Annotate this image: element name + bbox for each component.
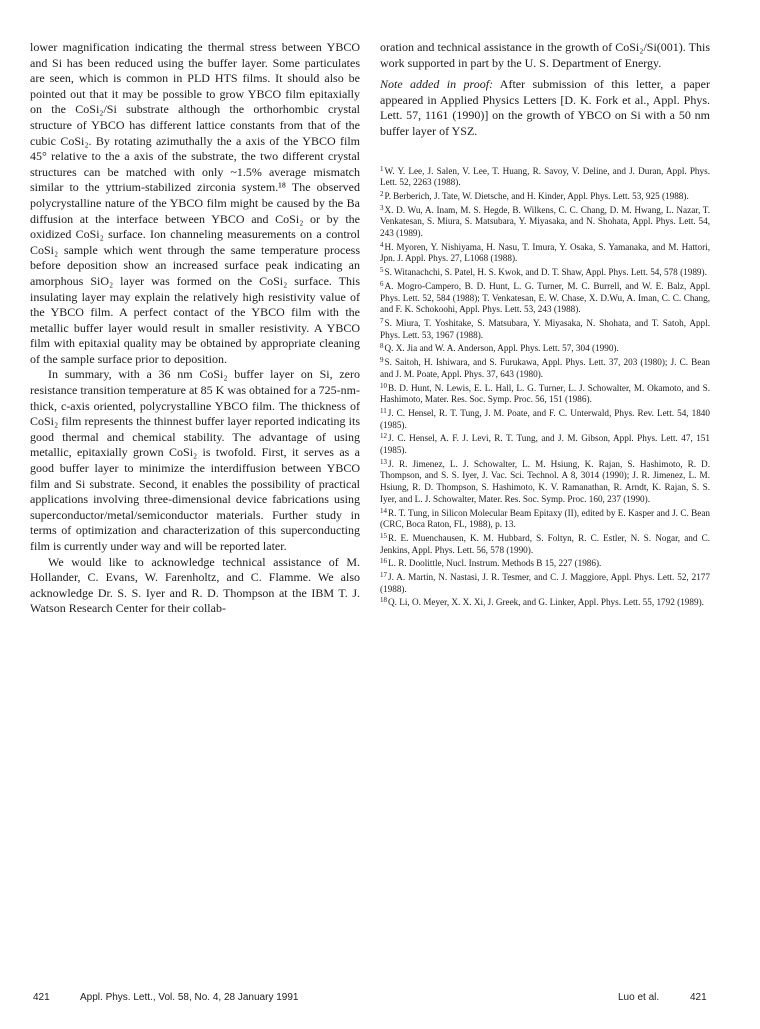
- reference-item: [380, 506, 710, 531]
- reference-item: [380, 164, 710, 189]
- reference-item: [380, 531, 710, 556]
- reference-number: 11: [380, 406, 387, 415]
- reference-text: J. A. Martin, N. Nastasi, J. R. Tesmer, and C. J. Maggiore, Appl. Phys. Lett. 52, 2177 (1988).: [380, 572, 710, 594]
- reference-text: J. C. Hensel, R. T. Tung, J. M. Poate, and F. C. Unterwald, Phys. Rev. Lett. 54, 1840 (1985).: [380, 407, 710, 430]
- reference-text: P. Berberich, J. Tate, W. Dietsche, and H. Kinder, Appl. Phys. Lett. 53, 925 (1988).: [384, 190, 689, 201]
- reference-item: [380, 341, 710, 355]
- page-number-left: 421: [33, 992, 50, 1003]
- reference-item: [380, 570, 710, 595]
- reference-number: 17: [380, 571, 387, 580]
- left-column: [30, 40, 360, 617]
- reference-text: A. Mogro-Campero, B. D. Hunt, L. G. Turner, M. C. Burrell, and W. E. Balz, Appl. Phys. Lett. 52, 584 (1988); T. Venkatesan, E. W. Chase, X. D.Wu, A. Iman, C. C. Chang, and F. K. Schokoohi, Appl. Phys. Lett. 53, 243 (1988).: [380, 280, 710, 315]
- reference-item: [380, 189, 710, 203]
- right-column: [380, 40, 710, 609]
- reference-item: [380, 431, 710, 456]
- reference-number: 13: [380, 457, 387, 466]
- note-text: After submission of this letter, a paper appeared in Applied Physics Letters [D. K. Fork et al., Appl. Phys. Lett. 57, 1161 (1990)] on the growth of YBCO on Si with a 50 nm buffer layer of YSZ.: [380, 77, 710, 138]
- reference-text: J. C. Hensel, A. F. J. Levi, R. T. Tung, and J. M. Gibson, Appl. Phys. Lett. 47, 151 (1985).: [380, 433, 710, 456]
- reference-item: [380, 279, 710, 316]
- body-paragraph-discussion: lower magnification indicating the thermal stress between YBCO and Si has been reduced using the buffer layer. Some particulates are seen, which is common in PLD HTS films. It should also be pointed out that it may be possible to grow YBCO film epitaxially on the CoSi₂/Si substrate although the orthorhombic crystal structure of YBCO has different lattice constants from that of the cubic CoSi₂. By rotating azimuthally the a axis of the YBCO film 45° relative to the a axis of the substrate, the two different crystal structures can be matched with only ~1.5% average mismatch similar to the yttrium-stabilized zirconia system.¹⁸ The observed polycrystalline nature of the YBCO film might be caused by the Ba diffusion at the interface between YBCO and CoSi₂ or by the oxidized CoSi₂ surface. Ion channeling measurements on a control CoSi₂ sample which went through the same temperature process before deposition show an increased surface peak indicating an amorphous SiO₂ layer was formed on the CoSi₂ surface. This insulating layer may explain the relatively high resistivity value of the YBCO film. A perfect contact of the YBCO film with the metallic buffer layer would result in smaller resistivity. A YBCO film with epitaxial quality may be obtained by appropriate cleaning of the sample surface prior to deposition.: [30, 40, 360, 366]
- acknowledgment-paragraph: We would like to acknowledge technical assistance of M. Hollander, C. Evans, W. Farenholtz, and C. Flamme. We also acknowledge Dr. S. S. Iyer and R. D. Thompson at the IBM T. J. Watson Research Center for their collab-: [30, 554, 360, 616]
- note-added-in-proof: [380, 77, 710, 139]
- reference-text: H. Myoren, Y. Nishiyama, H. Nasu, T. Imura, Y. Osaka, S. Yamanaka, and M. Hattori, Jpn. J. Appl. Phys. 27, L1068 (1988).: [380, 241, 710, 264]
- reference-number: 4: [380, 240, 384, 249]
- reference-item: [380, 355, 710, 380]
- running-author: Luo et al.: [618, 992, 660, 1003]
- body-paragraph-summary: In summary, with a 36 nm CoSi₂ buffer layer on Si, zero resistance transition temperature at 85 K was obtained for a 725-nm-thick, c-axis oriented, polycrystalline YBCO film. The thickness of CoSi₂ film represents the thinnest buffer layer reported indicating its good thermal and chemical stability. The advantage of using metallic, epitaxially grown CoSi₂ is twofold. First, it serves as a good buffer layer to minimize the interdiffusion between YBCO film and Si substrate. Second, it enables the possibility of practical applications involving three-dimensional device fabrications using superconductor/metal/semiconductor materials. Further study in terms of optimization and characterization of this superconducting film is currently under way and will be reported later.: [30, 367, 360, 553]
- reference-text: S. Witanachchi, S. Patel, H. S. Kwok, and D. T. Shaw, Appl. Phys. Lett. 54, 578 (1989).: [384, 267, 707, 278]
- reference-item: [380, 406, 710, 431]
- reference-text: J. R. Jimenez, L. J. Schowalter, L. M. Hsiung, K. Rajan, S. Hashimoto, R. D. Thompson, and S. S. Iyer, J. Vac. Sci. Technol. A 8, 3014 (1990); J. R. Jimenez, L. M. Hsiung, R. D. Thompson, S. Hashimoto, K. V. Ramanathan, R. Arndt, K. Rajan, S. S. Iyer, and L. J. Schowalter, Mater. Res. Soc. Symp. Proc. 160, 237 (1990).: [380, 458, 710, 504]
- acknowledgment-continued: oration and technical assistance in the growth of CoSi₂/Si(001). This work supported in part by the U. S. Department of Energy.: [380, 40, 710, 70]
- reference-number: 18: [380, 596, 387, 605]
- reference-number: 12: [380, 432, 387, 441]
- reference-item: [380, 595, 710, 609]
- reference-item: [380, 240, 710, 265]
- reference-number: 5: [380, 266, 384, 275]
- reference-number: 14: [380, 506, 387, 515]
- reference-item: [380, 381, 710, 406]
- reference-text: X. D. Wu, A. Inam, M. S. Hegde, B. Wilkens, C. C. Chang, D. M. Hwang, L. Nazar, T. Venkatesan, S. Miura, S. Matsubara, Y. Miyasaka, and N. Shohata, Appl. Phys. Lett. 54, 243 (1989).: [380, 204, 710, 239]
- reference-text: S. Miura, T. Yoshitake, S. Matsubara, Y. Miyasaka, N. Shohata, and T. Satoh, Appl. Phys. Lett. 53, 1967 (1988).: [380, 318, 710, 340]
- reference-number: 15: [380, 531, 387, 540]
- reference-number: 1: [380, 164, 384, 173]
- reference-text: L. R. Doolittle, Nucl. Instrum. Methods B 15, 227 (1986).: [388, 558, 602, 569]
- reference-text: R. T. Tung, in Silicon Molecular Beam Epitaxy (II), edited by E. Kasper and J. C. Bean (CRC, Boca Raton, FL, 1988), p. 13.: [380, 507, 710, 530]
- reference-text: Q. X. Jia and W. A. Anderson, Appl. Phys. Lett. 57, 304 (1990).: [384, 343, 619, 354]
- references-list: [380, 164, 710, 610]
- page-number-right: 421: [690, 992, 707, 1003]
- note-label: Note added in proof:: [380, 77, 494, 92]
- reference-text: R. E. Muenchausen, K. M. Hubbard, S. Foltyn, R. C. Estler, N. S. Nogar, and C. Jenkins, Appl. Phys. Lett. 56, 578 (1990).: [380, 532, 710, 555]
- reference-item: [380, 556, 710, 570]
- reference-item: [380, 316, 710, 341]
- reference-number: 7: [380, 317, 384, 325]
- reference-text: W. Y. Lee, J. Salen, V. Lee, T. Huang, R. Savoy, V. Deline, and J. Duran, Appl. Phys. Lett. 52, 2263 (1988).: [380, 165, 710, 188]
- reference-text: S. Saitoh, H. Ishiwara, and S. Furukawa, Appl. Phys. Lett. 37, 203 (1980); J. C. Bean and J. M. Poate, Appl. Phys. 37, 643 (1980).: [380, 357, 710, 379]
- reference-text: Q. Li, O. Meyer, X. X. Xi, J. Greek, and G. Linker, Appl. Phys. Lett. 55, 1792 (1989).: [388, 597, 704, 608]
- reference-number: 16: [380, 557, 387, 566]
- reference-text: B. D. Hunt, N. Lewis, E. L. Hall, L. G. Turner, L. J. Schowalter, M. Okamoto, and S. Hashimoto, Mater. Res. Soc. Symp. Proc. 56, 151 (1986).: [380, 382, 710, 405]
- reference-number: 2: [380, 189, 384, 198]
- reference-item: [380, 265, 710, 279]
- reference-number: 3: [380, 203, 384, 212]
- reference-number: 6: [380, 279, 384, 288]
- reference-item: [380, 203, 710, 240]
- reference-number: 8: [380, 342, 384, 351]
- reference-item: [380, 457, 710, 506]
- reference-number: 10: [380, 381, 387, 390]
- reference-number: 9: [380, 356, 384, 365]
- journal-citation: Appl. Phys. Lett., Vol. 58, No. 4, 28 January 1991: [80, 992, 299, 1003]
